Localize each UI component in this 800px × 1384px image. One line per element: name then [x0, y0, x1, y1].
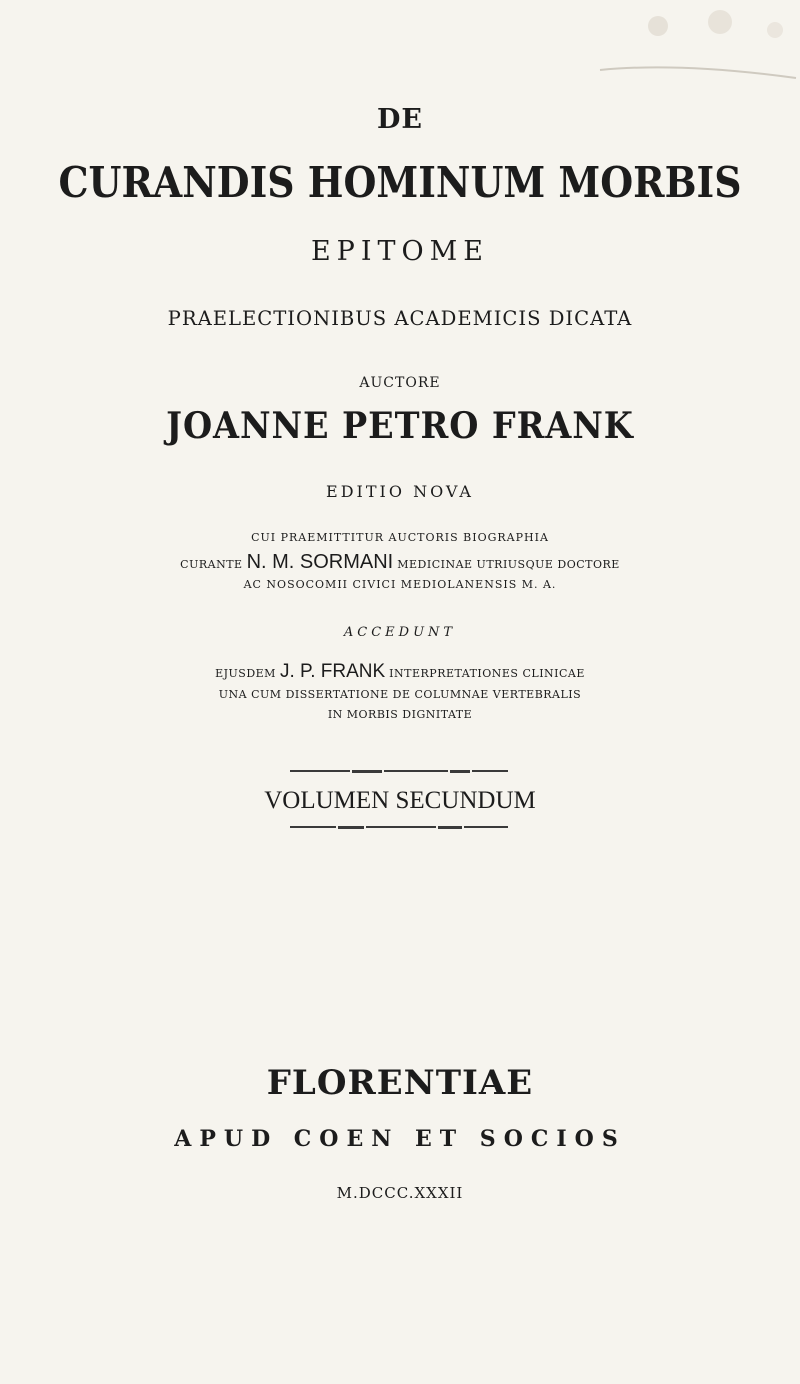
accedunt-label: ACCEDUNT	[343, 625, 457, 640]
lower-divider-rule	[290, 826, 508, 830]
volume-label: VOLUMEN SECUNDUM	[264, 787, 536, 814]
main-title: CURANDIS HOMINUM MORBIS	[58, 158, 742, 207]
title-prefix: DE	[377, 104, 423, 135]
publication-year: M.DCCC.XXXII	[336, 1184, 464, 1202]
ejusdem-label: EJUSDEM	[215, 667, 276, 680]
editor-name: N. M. SORMANI	[246, 551, 394, 573]
accedunt-line-1	[0, 662, 800, 681]
auctore-label: AUCTORE	[359, 375, 441, 391]
dedication: PRAELECTIONIBUS ACADEMICIS DICATA	[167, 306, 633, 330]
accedunt-line-2: UNA CUM DISSERTATIONE DE COLUMNAE VERTEBRALIS	[218, 688, 582, 701]
accedunt-line-3: IN MORBIS DIGNITATE	[327, 708, 473, 721]
subtitle: EPITOME	[310, 236, 490, 267]
biography-line-1: CUI PRAEMITTITUR AUCTORIS BIOGRAPHIA	[251, 531, 549, 544]
editor-title: MEDICINAE UTRIUSQUE DOCTORE	[397, 558, 620, 571]
frank-name: J. P. FRANK	[279, 661, 386, 682]
upper-divider-rule	[290, 770, 508, 774]
curante-label: CURANTE	[180, 558, 243, 571]
paper-bleed-mark	[570, 0, 800, 80]
interpretationes-label: INTERPRETATIONES CLINICAE	[389, 667, 585, 680]
place-of-publication: FLORENTIAE	[266, 1063, 534, 1103]
publisher: APUD COEN ET SOCIOS	[174, 1126, 626, 1152]
biography-line-3: AC NOSOCOMII CIVICI MEDIOLANENSIS M. A.	[243, 578, 557, 591]
edition: EDITIO NOVA	[326, 482, 474, 501]
author-name: JOANNE PETRO FRANK	[166, 405, 634, 447]
biography-line-2	[0, 552, 800, 572]
